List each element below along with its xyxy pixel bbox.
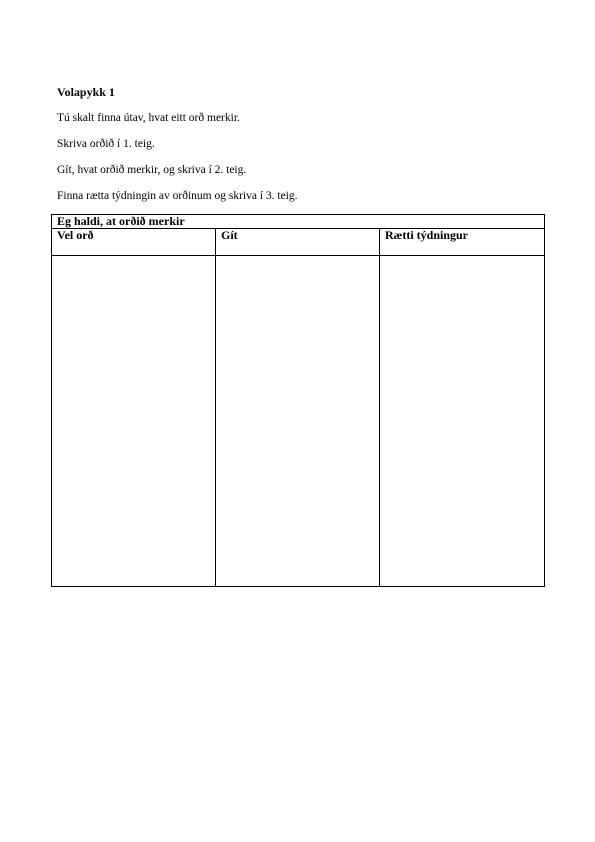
table-caption-row [52, 215, 545, 229]
meaning-cell[interactable] [380, 256, 545, 587]
table-row [52, 256, 545, 587]
table-caption: Eg haldi, at orðið merkir [52, 215, 545, 229]
instruction-2: Skriva orðið í 1. teig. [57, 138, 155, 150]
instruction-3: Gít, hvat orðið merkir, og skriva í 2. teig. [57, 164, 247, 176]
worksheet-title: Volapykk 1 [57, 85, 115, 99]
guess-cell[interactable] [216, 256, 380, 587]
instruction-1: Tú skalt finna útav, hvat eitt orð merkir. [57, 112, 240, 124]
column-header-meaning: Rætti týdningur [380, 229, 545, 256]
column-header-word: Vel orð [52, 229, 216, 256]
word-cell[interactable] [52, 256, 216, 587]
instruction-4: Finna rætta týdningin av orðinum og skriva í 3. teig. [57, 190, 298, 202]
answer-table [51, 214, 545, 587]
table-header-row [52, 229, 545, 256]
column-header-guess: Gít [216, 229, 380, 256]
